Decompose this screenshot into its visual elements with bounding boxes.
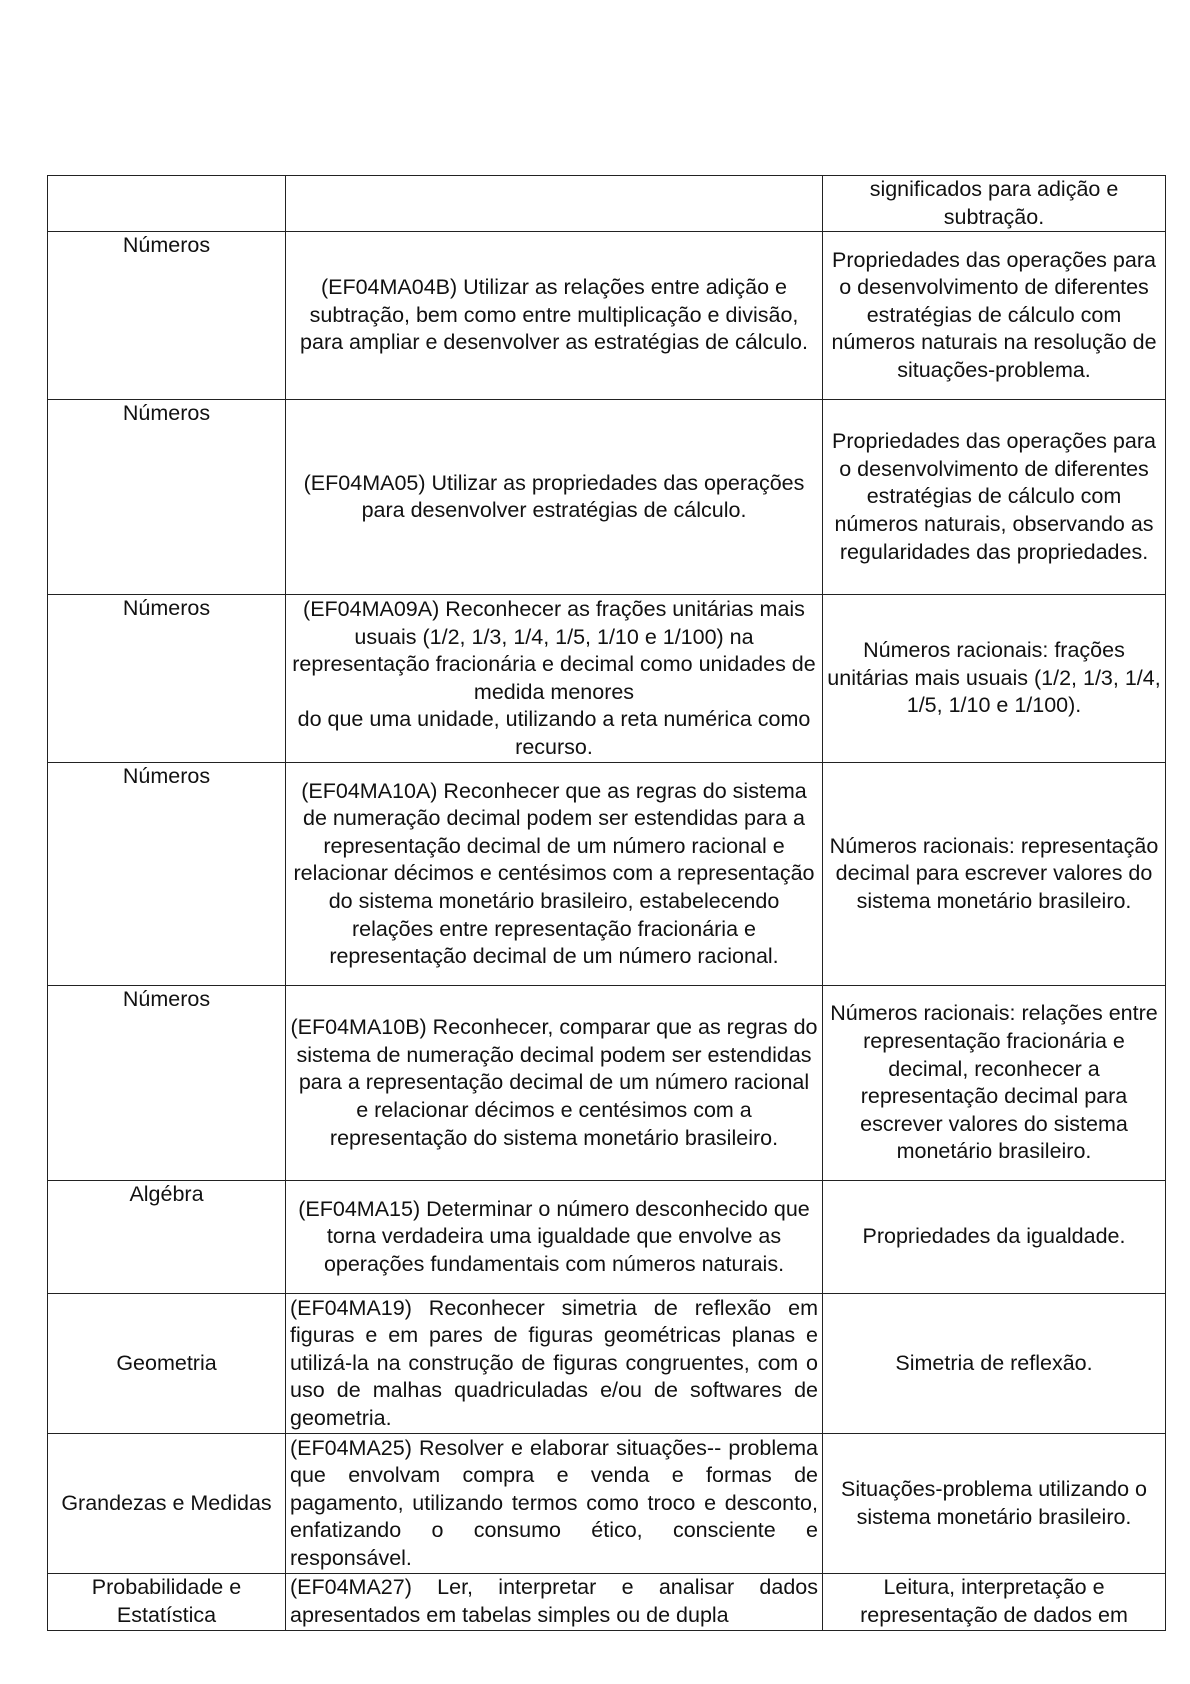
skill-cell bbox=[286, 595, 823, 763]
unit-cell: Números bbox=[48, 595, 286, 763]
table-row bbox=[48, 763, 1166, 986]
curriculum-table bbox=[47, 175, 1166, 1631]
skill-cell: (EF04MA10A) Reconhecer que as regras do sistema de numeração decimal podem ser estendidas para a representação decimal de um número racional e relacionar décimos e centésimos com a representação do sistema monetário brasileiro, estabelecendo relações entre representação fracionária e representação decimal de um número racional. bbox=[286, 763, 823, 986]
unit-cell: Números bbox=[48, 986, 286, 1181]
unit-cell: Números bbox=[48, 232, 286, 400]
content-cell: Propriedades das operações para o desenvolvimento de diferentes estratégias de cálculo com números naturais, observando as regularidades das propriedades. bbox=[823, 400, 1166, 595]
unit-cell: Grandezas e Medidas bbox=[48, 1434, 286, 1574]
unit-cell: Números bbox=[48, 763, 286, 986]
table-row bbox=[48, 1574, 1166, 1631]
table-row bbox=[48, 1434, 1166, 1574]
unit-cell: Probabilidade e Estatística bbox=[48, 1574, 286, 1631]
content-cell: Situações-problema utilizando o sistema monetário brasileiro. bbox=[823, 1434, 1166, 1574]
table-row bbox=[48, 400, 1166, 595]
content-cell: Leitura, interpretação e representação de dados em bbox=[823, 1574, 1166, 1631]
skill-cell: (EF04MA27) Ler, interpretar e analisar dados apresentados em tabelas simples ou de dupla bbox=[286, 1574, 823, 1631]
skill-line: do que uma unidade, utilizando a reta numérica como recurso. bbox=[297, 707, 811, 759]
skill-cell: (EF04MA05) Utilizar as propriedades das operações para desenvolver estratégias de cálculo. bbox=[286, 400, 823, 595]
skill-cell: (EF04MA04B) Utilizar as relações entre adição e subtração, bem como entre multiplicação e divisão, para ampliar e desenvolver as estratégias de cálculo. bbox=[286, 232, 823, 400]
skill-cell: (EF04MA25) Resolver e elaborar situações-- problema que envolvam compra e venda e formas de pagamento, utilizando termos como troco e desconto, enfatizando o consumo ético, consciente e responsável. bbox=[286, 1434, 823, 1574]
skill-cell: (EF04MA19) Reconhecer simetria de reflexão em figuras e em pares de figuras geométricas planas e utilizá-la na construção de figuras congruentes, com o uso de malhas quadriculadas e/ou de softwares de geometria. bbox=[286, 1294, 823, 1434]
unit-cell: Números bbox=[48, 400, 286, 595]
content-cell: significados para adição e subtração. bbox=[823, 176, 1166, 232]
content-cell: Números racionais: relações entre representação fracionária e decimal, reconhecer a representação decimal para escrever valores do sistema monetário brasileiro. bbox=[823, 986, 1166, 1181]
skill-line: (EF04MA09A) Reconhecer as frações unitárias mais usuais (1/2, 1/3, 1/4, 1/5, 1/10 e 1/100) na representação fracionária e decimal como unidades de medida menores bbox=[292, 596, 816, 704]
table-row bbox=[48, 176, 1166, 232]
unit-cell: Geometria bbox=[48, 1294, 286, 1434]
table-row bbox=[48, 595, 1166, 763]
table-row bbox=[48, 232, 1166, 400]
skill-cell bbox=[286, 176, 823, 232]
skill-cell: (EF04MA15) Determinar o número desconhecido que torna verdadeira uma igualdade que envolve as operações fundamentais com números naturais. bbox=[286, 1181, 823, 1294]
unit-cell: Algébra bbox=[48, 1181, 286, 1294]
unit-cell bbox=[48, 176, 286, 232]
content-cell: Propriedades da igualdade. bbox=[823, 1181, 1166, 1294]
content-cell: Números racionais: representação decimal para escrever valores do sistema monetário brasileiro. bbox=[823, 763, 1166, 986]
content-cell: Propriedades das operações para o desenvolvimento de diferentes estratégias de cálculo com números naturais na resolução de situações-problema. bbox=[823, 232, 1166, 400]
skill-cell: (EF04MA10B) Reconhecer, comparar que as regras do sistema de numeração decimal podem ser estendidas para a representação decimal de um número racional e relacionar décimos e centésimos com a representação do sistema monetário brasileiro. bbox=[286, 986, 823, 1181]
table-row bbox=[48, 1294, 1166, 1434]
table-row bbox=[48, 1181, 1166, 1294]
content-cell: Números racionais: frações unitárias mais usuais (1/2, 1/3, 1/4, 1/5, 1/10 e 1/100). bbox=[823, 595, 1166, 763]
table-row bbox=[48, 986, 1166, 1181]
content-cell: Simetria de reflexão. bbox=[823, 1294, 1166, 1434]
